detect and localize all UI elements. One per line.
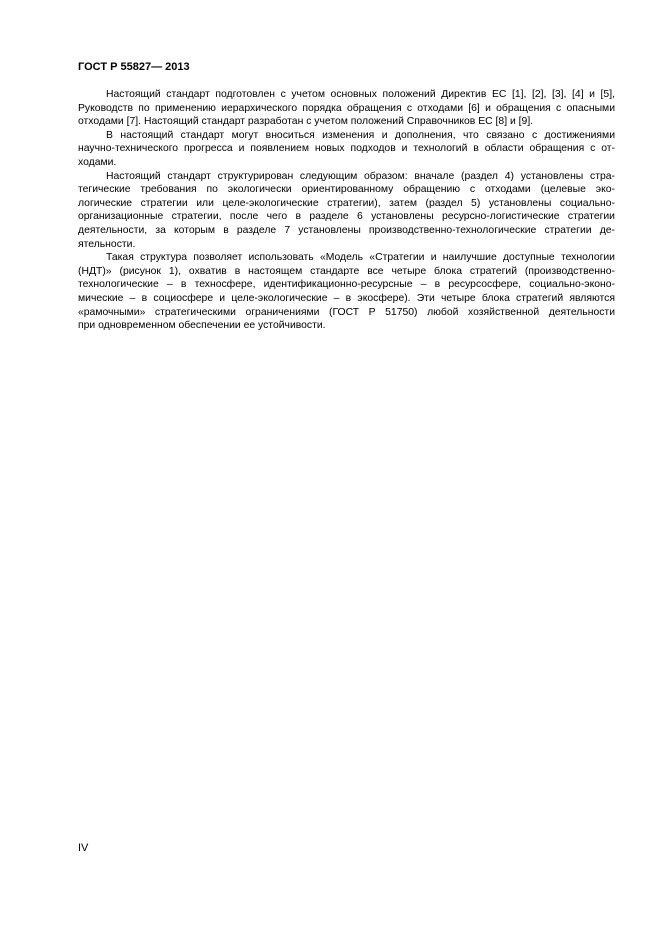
text-line: Руководств по применению иерархического порядка обращения с отходами [6] и обращения с опасными [78,102,615,114]
page-number: IV [78,842,89,854]
text-line: тегические требования по экологически ориентированному обращению с отходами (целевые эко- [78,184,615,196]
document-header: ГОСТ Р 55827— 2013 [78,61,190,73]
paragraph [78,170,615,252]
text-line: Такая структура позволяет использовать «Модель «Стратегии и наилучшие доступные технологии [106,252,615,264]
text-line: отходами [7]. Настоящий стандарт разработан с учетом положений Справочников ЕС [8] и [9]. [78,116,534,128]
text-line: ходами. [78,156,117,168]
text-line: научно-технического прогресса и появлением новых подходов и технологий в области обращения с от- [78,143,615,155]
text-line: технологические – в техносфере, идентификационно-ресурсные – в ресурсосфере, социально-эконо- [78,279,615,291]
text-line: Настоящий стандарт подготовлен с учетом основных положений Директив ЕС [1], [2], [3], [4] и [5], [106,89,615,100]
text-line: деятельности, за которым в разделе 7 установлены производственно-технологические стратегии де- [78,224,615,236]
text-line: мические – в социосфере и целе-экологические – в экосфере). Эти четыре блока стратегий являются [78,292,615,304]
text-line: «рамочными» стратегическими ограничениями (ГОСТ Р 51750) любой хозяйственной деятельности [78,306,615,318]
text-line: В настоящий стандарт могут вноситься изменения и дополнения, что связано с достижениями [106,129,615,141]
text-line: (НДТ)» (рисунок 1), охватив в настоящем стандарте все четыре блока стратегий (производственно- [78,265,615,277]
paragraph [78,129,615,170]
paragraph [78,88,615,129]
text-line: Настоящий стандарт структурирован следующим образом: вначале (раздел 4) установлены стра- [106,170,615,182]
text-line: организационные стратегии, после чего в разделе 6 установлены ресурсно-логистические стратегии [78,211,615,223]
text-line: при одновременном обеспечении ее устойчивости. [78,320,326,332]
text-line: логические стратегии или целе-экологические стратегии), затем (раздел 5) установлены социально- [78,197,615,209]
paragraph [78,251,615,333]
text-line: ятельности. [78,238,136,250]
document-body [78,88,615,333]
